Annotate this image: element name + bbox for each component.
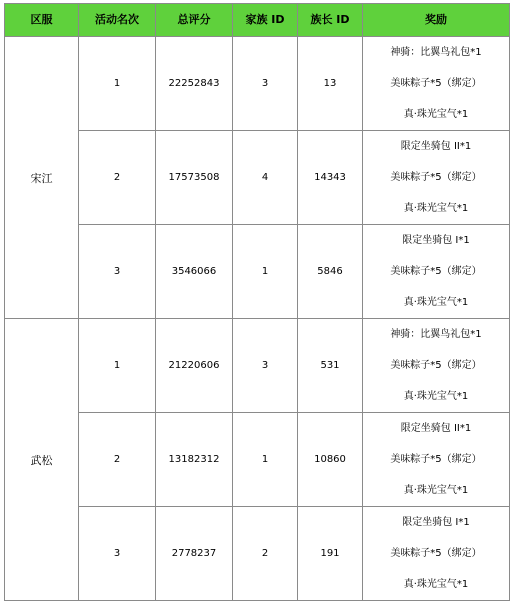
- score-cell: 2778237: [156, 507, 233, 601]
- reward-item: 限定坐骑包 II*1: [400, 141, 472, 152]
- reward-item: 真·珠光宝气*1: [403, 109, 469, 120]
- ranking-table: [4, 3, 510, 601]
- family-id-cell: 4: [233, 131, 298, 225]
- header-rank: 活动名次: [79, 4, 156, 37]
- rank-cell: 3: [79, 225, 156, 319]
- table-row: [5, 37, 510, 131]
- header-server: 区服: [5, 4, 79, 37]
- rank-cell: 2: [79, 413, 156, 507]
- reward-cell: [363, 225, 510, 319]
- reward-cell: [363, 507, 510, 601]
- family-id-cell: 1: [233, 225, 298, 319]
- reward-item: 真·珠光宝气*1: [403, 579, 469, 590]
- reward-item: 真·珠光宝气*1: [403, 297, 469, 308]
- header-reward: 奖励: [363, 4, 510, 37]
- rank-cell: 1: [79, 319, 156, 413]
- header-family-id: 家族 ID: [233, 4, 298, 37]
- reward-item: 限定坐骑包 I*1: [402, 235, 470, 246]
- reward-item: 神骑：比翼鸟礼包*1: [390, 47, 482, 58]
- reward-item: 真·珠光宝气*1: [403, 391, 469, 402]
- reward-item: 神骑：比翼鸟礼包*1: [390, 329, 482, 340]
- reward-item: 真·珠光宝气*1: [403, 203, 469, 214]
- table-header-row: [5, 4, 510, 37]
- family-id-cell: 3: [233, 37, 298, 131]
- reward-item: 美味粽子*5（绑定）: [390, 172, 482, 183]
- table-row: [5, 319, 510, 413]
- reward-cell: [363, 37, 510, 131]
- leader-id-cell: 14343: [298, 131, 363, 225]
- server-cell: 武松: [5, 319, 79, 601]
- header-leader-id: 族长 ID: [298, 4, 363, 37]
- reward-item: 限定坐骑包 II*1: [400, 423, 472, 434]
- score-cell: 13182312: [156, 413, 233, 507]
- table-row: [5, 507, 510, 601]
- score-cell: 21220606: [156, 319, 233, 413]
- reward-item: 真·珠光宝气*1: [403, 485, 469, 496]
- leader-id-cell: 10860: [298, 413, 363, 507]
- table-row: [5, 413, 510, 507]
- reward-item: 美味粽子*5（绑定）: [390, 266, 482, 277]
- score-cell: 22252843: [156, 37, 233, 131]
- reward-item: 美味粽子*5（绑定）: [390, 78, 482, 89]
- rank-cell: 1: [79, 37, 156, 131]
- rank-cell: 2: [79, 131, 156, 225]
- family-id-cell: 1: [233, 413, 298, 507]
- family-id-cell: 2: [233, 507, 298, 601]
- family-id-cell: 3: [233, 319, 298, 413]
- table-row: [5, 131, 510, 225]
- server-cell: 宋江: [5, 37, 79, 319]
- reward-cell: [363, 319, 510, 413]
- reward-item: 美味粽子*5（绑定）: [390, 454, 482, 465]
- table-row: [5, 225, 510, 319]
- score-cell: 17573508: [156, 131, 233, 225]
- leader-id-cell: 531: [298, 319, 363, 413]
- reward-item: 限定坐骑包 I*1: [402, 517, 470, 528]
- reward-item: 美味粽子*5（绑定）: [390, 360, 482, 371]
- rank-cell: 3: [79, 507, 156, 601]
- reward-cell: [363, 413, 510, 507]
- leader-id-cell: 191: [298, 507, 363, 601]
- ranking-table-container: [4, 3, 510, 601]
- score-cell: 3546066: [156, 225, 233, 319]
- reward-item: 美味粽子*5（绑定）: [390, 548, 482, 559]
- reward-cell: [363, 131, 510, 225]
- leader-id-cell: 5846: [298, 225, 363, 319]
- leader-id-cell: 13: [298, 37, 363, 131]
- header-score: 总评分: [156, 4, 233, 37]
